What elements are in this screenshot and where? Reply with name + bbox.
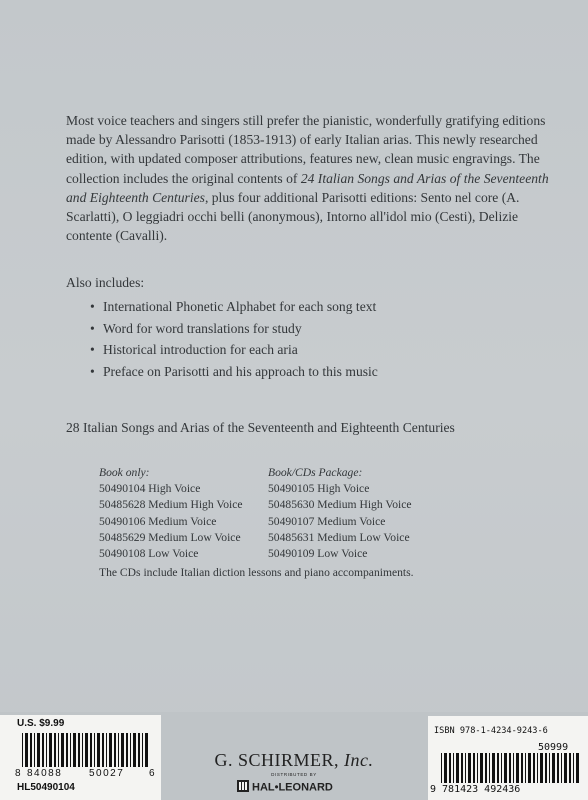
feature-text: International Phonetic Alphabet for each song text: [103, 299, 377, 314]
isbn-digits: 9 781423 492436: [430, 784, 521, 795]
barcode-bar: [525, 753, 526, 783]
barcode-bar: [130, 733, 131, 767]
barcode-bar: [97, 733, 100, 767]
barcode-bar: [521, 753, 523, 783]
book-only-heading: Book only:: [99, 466, 150, 479]
book-cd-list: [268, 465, 412, 562]
catalog-item: 50485629 Medium Low Voice: [99, 530, 241, 544]
barcode-bar: [37, 733, 40, 767]
barcode-bar: [90, 733, 92, 767]
barcode-bar: [456, 753, 459, 783]
publisher-main: G. SCHIRMER,: [214, 750, 345, 770]
feature-item: [90, 319, 378, 341]
distributed-by-label: DISTRIBUTED BY: [271, 772, 317, 777]
feature-list: [90, 297, 378, 383]
barcode-bar: [61, 733, 64, 767]
upc-right-digits: 50027: [89, 768, 125, 779]
barcode-bar: [492, 753, 495, 783]
barcode-bar: [58, 733, 59, 767]
barcode-bar: [138, 733, 140, 767]
barcode-bar: [25, 733, 28, 767]
catalog-item: 50490104 High Voice: [99, 482, 201, 496]
barcode-bar: [552, 753, 555, 783]
catalog-item: 50485631 Medium Low Voice: [268, 530, 410, 544]
description-text-1: Most voice teachers and singers still prefer the pianistic, wonderfully gratifying editions made by Alessandro Parisotti (1853-1913) of early Italian arias. This newly researched edition, with updated composer attributions, features new, clean music engravings. The collection includes the original contents of: [66, 113, 546, 186]
barcode-bar: [42, 733, 44, 767]
barcode-bar: [528, 753, 531, 783]
barcode-bar: [473, 753, 475, 783]
barcode-bar: [509, 753, 511, 783]
catalog-item: 50490109 Low Voice: [268, 547, 368, 561]
barcode-bar: [444, 753, 447, 783]
book-only-list: [99, 465, 243, 562]
barcode-bar: [465, 753, 466, 783]
barcode-bar: [85, 733, 88, 767]
isbn-price-code: 50999: [538, 742, 569, 753]
barcode-bar: [569, 753, 571, 783]
barcode-bar: [102, 733, 104, 767]
barcode-bar: [533, 753, 535, 783]
catalog-item: 50490108 Low Voice: [99, 547, 199, 561]
barcode-bar: [49, 733, 52, 767]
publisher-name: [188, 750, 400, 771]
feature-text: Word for word translations for study: [103, 320, 302, 336]
barcode-bar: [489, 753, 490, 783]
upc-left-digits: 84088: [27, 768, 63, 779]
barcode-bar: [126, 733, 128, 767]
description-paragraph: [66, 111, 552, 245]
bullet-icon: •: [90, 320, 95, 336]
barcode-bar: [142, 733, 143, 767]
barcode-bar: [561, 753, 562, 783]
catalog-item: 50485628 Medium High Voice: [99, 498, 243, 512]
isbn-label: [428, 716, 588, 800]
barcode-bar: [121, 733, 124, 767]
bullet-icon: •: [90, 363, 95, 379]
hal-leonard-logo: [237, 779, 352, 793]
barcode-bar: [537, 753, 538, 783]
barcode-bar: [461, 753, 463, 783]
barcode-bar: [54, 733, 56, 767]
barcode-bar: [516, 753, 519, 783]
barcode-bar: [94, 733, 95, 767]
upc-lead-digit: 8: [15, 768, 21, 779]
barcode-bar: [73, 733, 76, 767]
barcode-bar: [30, 733, 32, 767]
barcode-bar: [66, 733, 68, 767]
feature-text: Historical introduction for each aria: [103, 342, 298, 357]
barcode-bar: [70, 733, 71, 767]
barcode-bar: [573, 753, 574, 783]
barcode-bar: [22, 733, 23, 767]
barcode-bar: [106, 733, 107, 767]
catalog-item: 50490105 High Voice: [268, 482, 370, 496]
feature-item: [90, 362, 378, 384]
catalog-item: 50490107 Medium Voice: [268, 514, 386, 528]
bullet-icon: •: [90, 299, 95, 314]
barcode-bar: [513, 753, 514, 783]
barcode-bar: [549, 753, 550, 783]
barcode-bar: [576, 753, 579, 783]
item-code: HL50490104: [17, 782, 75, 793]
barcode-bar: [449, 753, 451, 783]
catalog-item: 50485630 Medium High Voice: [268, 498, 412, 512]
description-text-2: , plus four additional Parisotti editions: Sento nel core (A. Scarlatti), O leggiadri occhi belli (anonymous), Intorno all'idol mio (Cesti), Delizie contente (Cavalli).: [66, 189, 520, 244]
barcode-bar: [78, 733, 80, 767]
publisher-suffix: Inc.: [344, 750, 374, 770]
barcode-bar: [118, 733, 119, 767]
price-text: U.S. $9.99: [17, 718, 65, 729]
barcode-bar: [557, 753, 559, 783]
barcode-bar: [133, 733, 136, 767]
upc-check-digit: 6: [149, 768, 155, 779]
barcode-bar: [504, 753, 507, 783]
catalog-item: 50490106 Medium Voice: [99, 514, 217, 528]
barcode-bar: [114, 733, 116, 767]
barcode-bar: [501, 753, 502, 783]
barcode-bar: [46, 733, 47, 767]
barcode-bar: [468, 753, 471, 783]
book-cd-heading: Book/CDs Package:: [268, 466, 363, 479]
barcode-bar: [477, 753, 478, 783]
bullet-icon: •: [90, 342, 95, 357]
also-includes-label: Also includes:: [66, 275, 145, 290]
barcode-bar: [34, 733, 35, 767]
upc-barcode-icon: [22, 733, 152, 769]
barcode-bar: [441, 753, 442, 783]
barcode-bar: [564, 753, 567, 783]
barcode-bar: [109, 733, 112, 767]
feature-item: [90, 297, 378, 319]
barcode-bar: [540, 753, 543, 783]
barcode-bar: [453, 753, 454, 783]
description-italic-title: 24 Italian Songs and Arias of the Seventeenth and Eighteenth Centuries: [66, 170, 549, 205]
isbn-text: ISBN 978-1-4234-9243-6: [434, 726, 548, 736]
hal-leonard-wordmark: HAL•LEONARD: [252, 781, 333, 793]
feature-text: Preface on Parisotti and his approach to this music: [103, 363, 378, 379]
barcode-bar: [545, 753, 547, 783]
isbn-barcode-icon: [441, 753, 581, 785]
cd-note: The CDs include Italian diction lessons and piano accompaniments.: [99, 566, 414, 579]
feature-item: [90, 340, 378, 362]
price-label: [0, 715, 161, 800]
barcode-bar: [480, 753, 483, 783]
series-title: 28 Italian Songs and Arias of the Seventeenth and Eighteenth Centuries: [66, 420, 455, 435]
barcode-bar: [145, 733, 148, 767]
barcode-bar: [485, 753, 487, 783]
upc-digits: [15, 768, 160, 779]
barcode-bar: [82, 733, 83, 767]
barcode-bar: [497, 753, 499, 783]
